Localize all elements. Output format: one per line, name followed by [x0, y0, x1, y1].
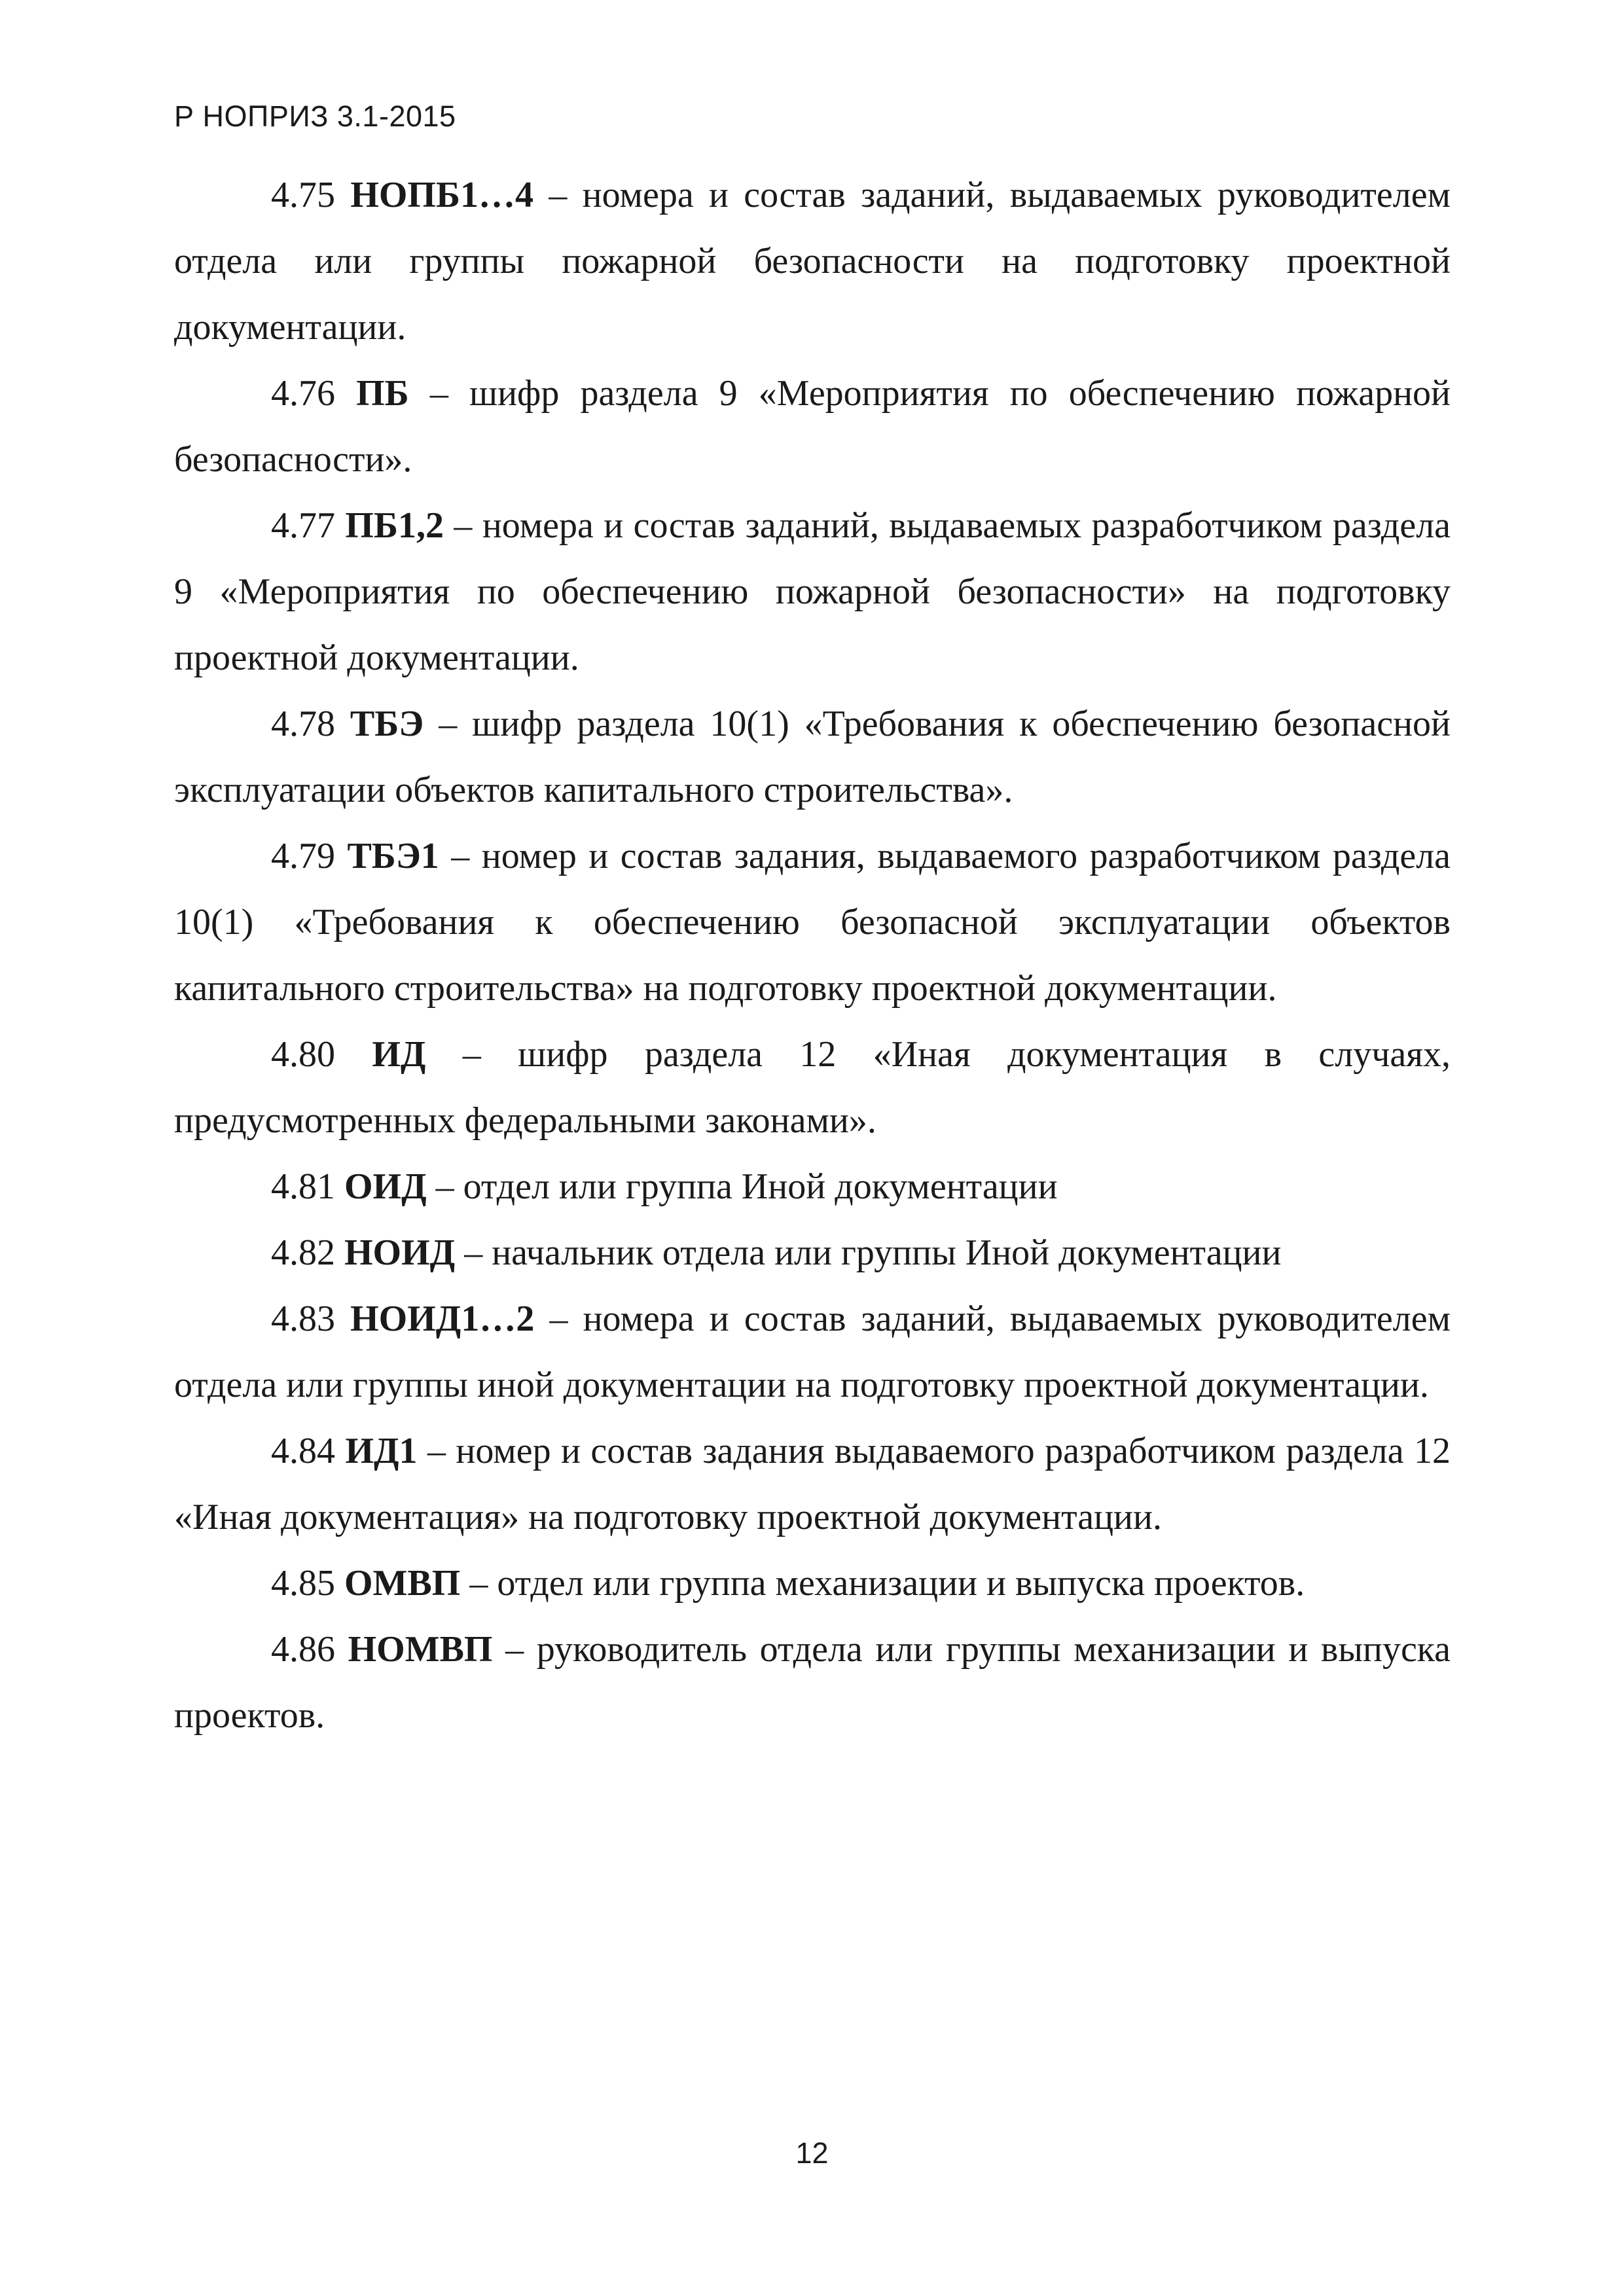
item-number: 4.77 [271, 505, 335, 546]
item-text: начальник отдела или группы Иной документации [492, 1232, 1282, 1273]
item-term: ИД1 [345, 1431, 418, 1471]
item-number: 4.85 [271, 1563, 335, 1604]
page-number: 12 [795, 2136, 829, 2170]
definition-item: 4.76 ПБ – шифр раздела 9 «Мероприятия по обеспечению пожарной безопасности». [174, 373, 1451, 480]
definition-item: 4.85 ОМВП – отдел или группа механизации и выпуска проектов. [271, 1563, 1305, 1604]
definition-item: 4.86 НОМВП – руководитель отдела или группы механизации и выпуска проектов. [174, 1629, 1451, 1736]
item-number: 4.86 [271, 1629, 335, 1670]
item-term: НОИД1…2 [350, 1299, 535, 1339]
item-term: ПБ [356, 373, 409, 414]
item-number: 4.84 [271, 1431, 335, 1471]
document-code-header: Р НОПРИЗ 3.1-2015 [174, 99, 456, 133]
item-term: НОПБ1…4 [350, 175, 534, 215]
item-text: шифр раздела 12 «Иная документация в случаях, предусмотренных федеральными законами». [174, 1034, 1451, 1141]
item-number: 4.81 [271, 1166, 335, 1207]
item-number: 4.78 [271, 704, 335, 744]
item-number: 4.75 [271, 175, 335, 215]
item-text: отдел или группа механизации и выпуска проектов. [497, 1563, 1305, 1604]
item-text: руководитель отдела или группы механизации и выпуска проектов. [174, 1629, 1451, 1736]
item-term: ОИД [344, 1166, 427, 1207]
item-text: номера и состав заданий, выдаваемых руководителем отдела или группы иной документации на подготовку проектной документации. [174, 1299, 1451, 1405]
item-term: НОИД [344, 1232, 456, 1273]
item-term: ИД [372, 1034, 426, 1075]
definition-item: 4.84 ИД1 – номер и состав задания выдаваемого разработчиком раздела 12 «Иная документация» на подготовку проектной документации. [174, 1431, 1451, 1537]
definition-item: 4.82 НОИД – начальник отдела или группы Иной документации [271, 1232, 1282, 1273]
item-text: номер и состав задания выдаваемого разработчиком раздела 12 «Иная документация» на подготовку проектной документации. [174, 1431, 1451, 1537]
item-number: 4.80 [271, 1034, 335, 1075]
item-text: номер и состав задания, выдаваемого разработчиком раздела 10(1) «Требования к обеспечению безопасной эксплуатации объектов капитального строительства» на подготовку проектной документации. [174, 836, 1451, 1009]
item-number: 4.79 [271, 836, 335, 876]
definitions-list [174, 162, 1451, 1749]
item-term: ТБЭ [350, 704, 424, 744]
item-text: отдел или группа Иной документации [463, 1166, 1058, 1207]
item-term: ПБ1,2 [345, 505, 444, 546]
definition-item: 4.77 ПБ1,2 – номера и состав заданий, выдаваемых разработчиком раздела 9 «Мероприятия по обеспечению пожарной безопасности» на подготовку проектной документации. [174, 505, 1451, 678]
item-term: ТБЭ1 [347, 836, 439, 876]
item-term: НОМВП [348, 1629, 493, 1670]
item-text: номера и состав заданий, выдаваемых разработчиком раздела 9 «Мероприятия по обеспечению пожарной безопасности» на подготовку проектной документации. [174, 505, 1451, 678]
item-number: 4.76 [271, 373, 335, 414]
definition-item: 4.80 ИД – шифр раздела 12 «Иная документация в случаях, предусмотренных федеральными законами». [174, 1034, 1451, 1141]
definition-item: 4.83 НОИД1…2 – номера и состав заданий, выдаваемых руководителем отдела или группы иной документации на подготовку проектной документации. [174, 1299, 1451, 1405]
item-text: шифр раздела 9 «Мероприятия по обеспечению пожарной безопасности». [174, 373, 1451, 480]
item-number: 4.82 [271, 1232, 335, 1273]
definition-item: 4.75 НОПБ1…4 – номера и состав заданий, выдаваемых руководителем отдела или группы пожарной безопасности на подготовку проектной документации. [174, 175, 1451, 348]
item-number: 4.83 [271, 1299, 335, 1339]
item-text: номера и состав заданий, выдаваемых руководителем отдела или группы пожарной безопасности на подготовку проектной документации. [174, 175, 1451, 348]
item-text: шифр раздела 10(1) «Требования к обеспечению безопасной эксплуатации объектов капитального строительства». [174, 704, 1451, 810]
item-term: ОМВП [344, 1563, 461, 1604]
definition-item: 4.81 ОИД – отдел или группа Иной документации [271, 1166, 1058, 1207]
definition-item: 4.78 ТБЭ – шифр раздела 10(1) «Требования к обеспечению безопасной эксплуатации объектов капитального строительства». [174, 704, 1451, 810]
definition-item: 4.79 ТБЭ1 – номер и состав задания, выдаваемого разработчиком раздела 10(1) «Требования к обеспечению безопасной эксплуатации объектов капитального строительства» на подготовку проектной документации. [174, 836, 1451, 1009]
